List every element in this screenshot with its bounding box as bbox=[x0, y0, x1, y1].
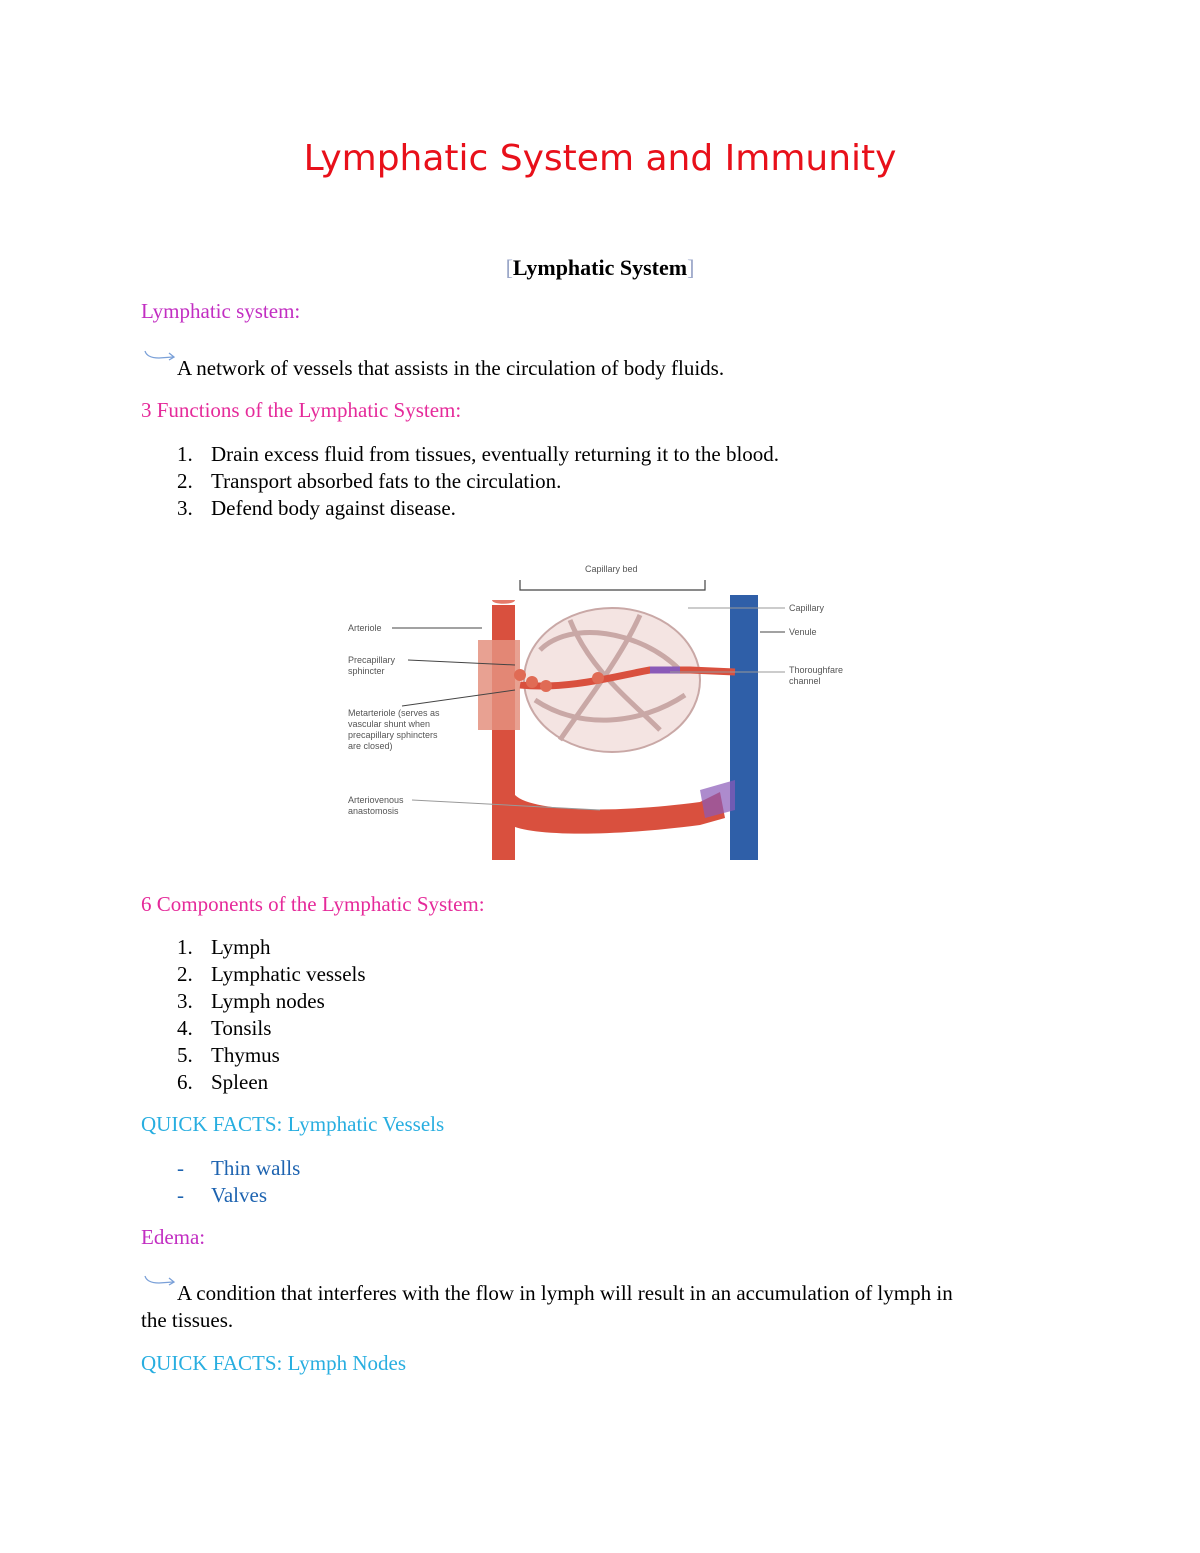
function-item-text: Drain excess fluid from tissues, eventually returning it to the blood. bbox=[211, 442, 780, 466]
component-item-text: Tonsils bbox=[211, 1016, 272, 1040]
function-item-marker: 1. bbox=[177, 442, 193, 466]
component-item-marker: 6. bbox=[177, 1070, 193, 1094]
label-metarteriole-2: vascular shunt when bbox=[348, 719, 431, 729]
definition-text: A network of vessels that assists in the circulation of body fluids. bbox=[177, 356, 725, 380]
component-item bbox=[141, 934, 366, 961]
edema-label: Edema: bbox=[141, 1225, 206, 1249]
document-title: Lymphatic System and Immunity bbox=[303, 138, 897, 179]
label-thoroughfare-2: channel bbox=[789, 676, 821, 686]
component-item bbox=[141, 1015, 366, 1042]
component-item-text: Lymphatic vessels bbox=[211, 962, 366, 986]
vessel-fact-item bbox=[141, 1182, 300, 1209]
label-av-2: anastomosis bbox=[348, 806, 399, 816]
component-item-text: Thymus bbox=[211, 1043, 280, 1067]
label-metarteriole-1: Metarteriole (serves as bbox=[348, 708, 440, 718]
vessel-fact-item-text: Valves bbox=[211, 1183, 267, 1207]
component-item bbox=[141, 988, 366, 1015]
component-item-text: Lymph bbox=[211, 935, 271, 959]
edema-definition-line2: the tissues. bbox=[141, 1308, 234, 1332]
component-item-marker: 1. bbox=[177, 935, 193, 959]
label-capillary-bed: Capillary bed bbox=[585, 564, 638, 574]
functions-heading: 3 Functions of the Lymphatic System: bbox=[141, 398, 462, 422]
quick-facts-nodes-heading: QUICK FACTS: Lymph Nodes bbox=[141, 1351, 407, 1375]
label-venule: Venule bbox=[789, 627, 817, 637]
quick-facts-vessels-heading: QUICK FACTS: Lymphatic Vessels bbox=[141, 1112, 445, 1136]
component-item-marker: 2. bbox=[177, 962, 193, 986]
component-item-marker: 3. bbox=[177, 989, 193, 1013]
capillary-bed-diagram bbox=[340, 560, 860, 860]
capillary-diagram-svg bbox=[340, 560, 860, 860]
function-item bbox=[141, 468, 779, 495]
label-thoroughfare-1: Thoroughfare bbox=[789, 665, 844, 675]
bracket-right: ] bbox=[687, 255, 695, 280]
section-heading bbox=[0, 255, 1200, 281]
arrow-icon bbox=[141, 1280, 177, 1307]
function-item-marker: 2. bbox=[177, 469, 193, 493]
function-item-marker: 3. bbox=[177, 496, 193, 520]
edema-definition bbox=[141, 1280, 1061, 1334]
lymphatic-system-definition bbox=[141, 355, 724, 382]
component-item bbox=[141, 1069, 366, 1096]
lymphatic-system-label: Lymphatic system: bbox=[141, 299, 301, 323]
label-precapillary-1: Precapillary bbox=[348, 655, 396, 665]
component-item bbox=[141, 1042, 366, 1069]
vessel-facts-list bbox=[141, 1155, 300, 1209]
component-item-marker: 4. bbox=[177, 1016, 193, 1040]
label-precapillary-2: sphincter bbox=[348, 666, 385, 676]
bracket-left: [ bbox=[505, 255, 513, 280]
label-metarteriole-4: are closed) bbox=[348, 741, 393, 751]
function-item-text: Defend body against disease. bbox=[211, 496, 456, 520]
label-arteriole: Arteriole bbox=[348, 623, 382, 633]
component-item bbox=[141, 961, 366, 988]
section-heading-text: Lymphatic System bbox=[512, 255, 688, 280]
component-item-marker: 5. bbox=[177, 1043, 193, 1067]
function-item bbox=[141, 441, 779, 468]
label-capillary: Capillary bbox=[789, 603, 825, 613]
vessel-fact-item-marker: - bbox=[177, 1156, 184, 1180]
component-item-text: Spleen bbox=[211, 1070, 269, 1094]
vessel-fact-item bbox=[141, 1155, 300, 1182]
function-item bbox=[141, 495, 779, 522]
vessel-fact-item-text: Thin walls bbox=[211, 1156, 301, 1180]
label-metarteriole-3: precapillary sphincters bbox=[348, 730, 438, 740]
functions-list bbox=[141, 441, 779, 522]
vessel-fact-item-marker: - bbox=[177, 1183, 184, 1207]
components-heading: 6 Components of the Lymphatic System: bbox=[141, 892, 485, 916]
edema-definition-line1: A condition that interferes with the flow in lymph will result in an accumulation of lymph in bbox=[177, 1281, 953, 1305]
function-item-text: Transport absorbed fats to the circulation. bbox=[211, 469, 562, 493]
components-list bbox=[141, 934, 366, 1096]
arrow-icon bbox=[141, 355, 177, 382]
label-av-1: Arteriovenous bbox=[348, 795, 404, 805]
component-item-text: Lymph nodes bbox=[211, 989, 325, 1013]
